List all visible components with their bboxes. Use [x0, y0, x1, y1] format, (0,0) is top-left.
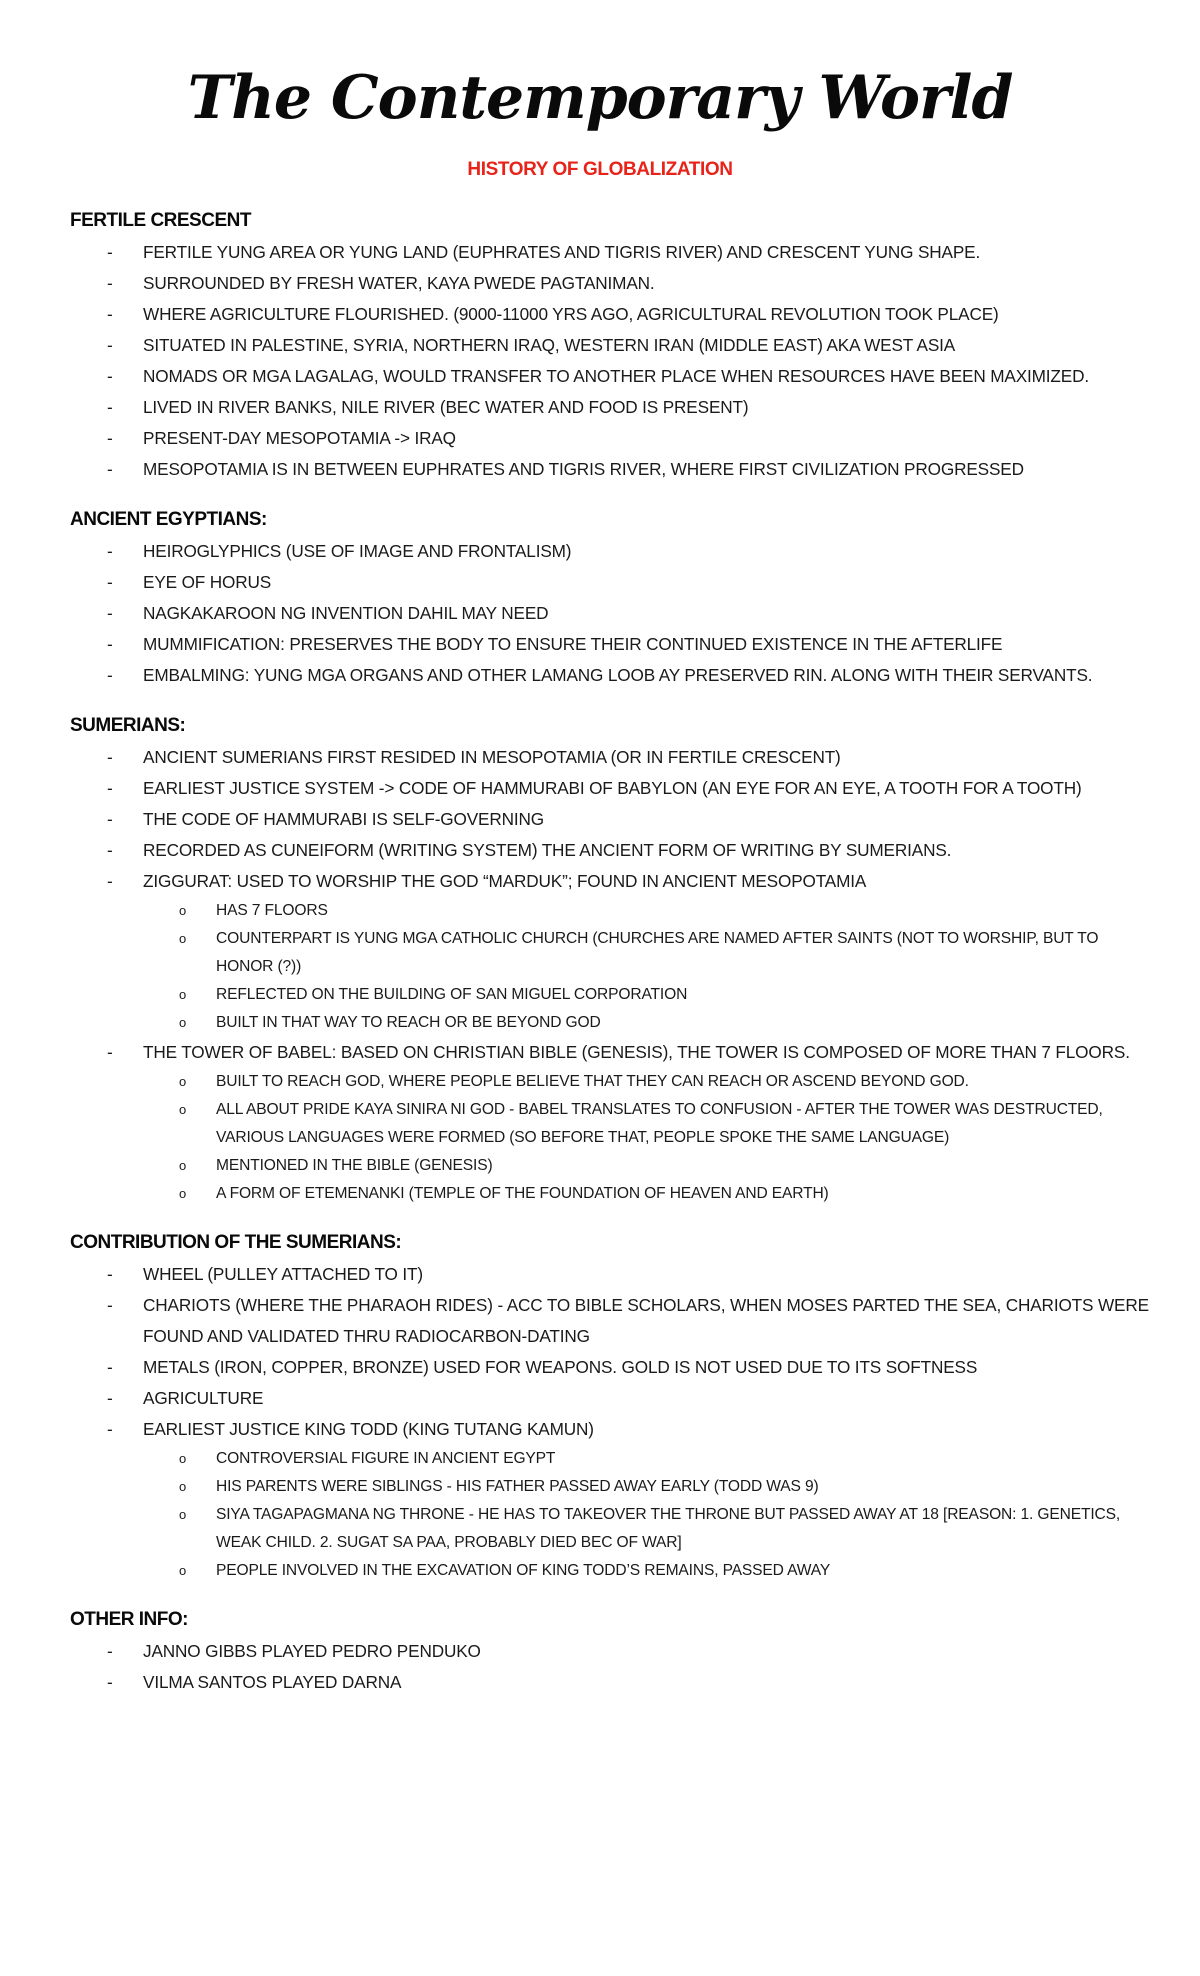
list-item [70, 330, 1150, 361]
sub-list-item-text: BUILT TO REACH GOD, WHERE PEOPLE BELIEVE THAT THEY CAN REACH OR ASCEND BEYOND GOD. [216, 1073, 969, 1090]
list-item-text: METALS (IRON, COPPER, BRONZE) USED FOR WEAPONS. GOLD IS NOT USED DUE TO ITS SOFTNESS [143, 1357, 978, 1377]
list-item-text: MUMMIFICATION: PRESERVES THE BODY TO ENSURE THEIR CONTINUED EXISTENCE IN THE AFTERLIFE [143, 634, 1003, 654]
sub-list-item-text: BUILT IN THAT WAY TO REACH OR BE BEYOND GOD [216, 1014, 601, 1031]
section-ancient-egyptians [70, 505, 1150, 691]
list-item [70, 392, 1150, 423]
list-item [70, 866, 1150, 1037]
list-item [70, 268, 1150, 299]
sub-list-item [143, 1445, 1150, 1473]
sub-list-item-text: SIYA TAGAPAGMANA NG THRONE - HE HAS TO TAKEOVER THE THRONE BUT PASSED AWAY AT 18 [REASON: 1. GENETICS, WEAK CHILD. 2. SUGAT SA PAA, PROBABLY DIED BEC OF WAR] [216, 1506, 1121, 1551]
section-heading: FERTILE CRESCENT [70, 210, 251, 231]
circle-bullet: o [179, 1102, 187, 1117]
list-item [70, 454, 1150, 485]
list-item [70, 1290, 1150, 1352]
list-item-text: AGRICULTURE [143, 1388, 264, 1408]
list-item-text: FERTILE YUNG AREA OR YUNG LAND (EUPHRATES AND TIGRIS RIVER) AND CRESCENT YUNG SHAPE. [143, 242, 981, 262]
list-item-text: NOMADS OR MGA LAGALAG, WOULD TRANSFER TO ANOTHER PLACE WHEN RESOURCES HAVE BEEN MAXIMIZED. [143, 366, 1089, 386]
dash-bullet: - [107, 335, 113, 355]
circle-bullet: o [179, 1479, 187, 1494]
list-item [70, 299, 1150, 330]
sub-list-item [143, 1557, 1150, 1585]
dash-bullet: - [107, 1042, 113, 1062]
sub-bullet-list [143, 1445, 1150, 1585]
bullet-list [70, 237, 1150, 485]
dash-bullet: - [107, 304, 113, 324]
list-item-text: PRESENT-DAY MESOPOTAMIA -> IRAQ [143, 428, 456, 448]
dash-bullet: - [107, 541, 113, 561]
sub-list-item-text: REFLECTED ON THE BUILDING OF SAN MIGUEL CORPORATION [216, 986, 688, 1003]
dash-bullet: - [107, 1295, 113, 1315]
list-item-text: WHEEL (PULLEY ATTACHED TO IT) [143, 1264, 423, 1284]
section-other-info [70, 1605, 1150, 1698]
sub-list-item [143, 1501, 1150, 1557]
dash-bullet: - [107, 459, 113, 479]
section-sumerians [70, 711, 1150, 1208]
dash-bullet: - [107, 634, 113, 654]
sub-list-item-text: ALL ABOUT PRIDE KAYA SINIRA NI GOD - BABEL TRANSLATES TO CONFUSION - AFTER THE TOWER WAS DESTRUCTED, VARIOUS LANGUAGES WERE FORMED (SO BEFORE THAT, PEOPLE SPOKE THE SAME LANGUAGE) [216, 1101, 1103, 1146]
circle-bullet: o [179, 1451, 187, 1466]
page-subtitle: HISTORY OF GLOBALIZATION [467, 159, 733, 180]
section-heading: OTHER INFO: [70, 1609, 188, 1630]
list-item [70, 804, 1150, 835]
list-item-text: WHERE AGRICULTURE FLOURISHED. (9000-11000 YRS AGO, AGRICULTURAL REVOLUTION TOOK PLACE) [143, 304, 999, 324]
list-item [70, 742, 1150, 773]
sub-list-item-text: HIS PARENTS WERE SIBLINGS - HIS FATHER PASSED AWAY EARLY (TODD WAS 9) [216, 1478, 819, 1495]
list-item-text: SITUATED IN PALESTINE, SYRIA, NORTHERN IRAQ, WESTERN IRAN (MIDDLE EAST) AKA WEST ASIA [143, 335, 956, 355]
dash-bullet: - [107, 665, 113, 685]
sub-list-item-text: HAS 7 FLOORS [216, 902, 328, 919]
circle-bullet: o [179, 1563, 187, 1578]
sub-list-item-text: COUNTERPART IS YUNG MGA CATHOLIC CHURCH (CHURCHES ARE NAMED AFTER SAINTS (NOT TO WORSHIP, BUT TO HONOR (?)) [216, 930, 1099, 975]
list-item-text: VILMA SANTOS PLAYED DARNA [143, 1672, 402, 1692]
section-heading: CONTRIBUTION OF THE SUMERIANS: [70, 1232, 402, 1253]
dash-bullet: - [107, 1264, 113, 1284]
list-item-text: EARLIEST JUSTICE KING TODD (KING TUTANG KAMUN) [143, 1419, 594, 1439]
bullet-list [70, 536, 1150, 691]
bullet-list [70, 742, 1150, 1208]
list-item-text: THE TOWER OF BABEL: BASED ON CHRISTIAN BIBLE (GENESIS), THE TOWER IS COMPOSED OF MORE THAN 7 FLOORS. [143, 1042, 1130, 1062]
dash-bullet: - [107, 809, 113, 829]
document-body [70, 206, 1150, 1718]
list-item [70, 1667, 1150, 1698]
page-title: The Contemporary World [187, 63, 1013, 133]
list-item-text: JANNO GIBBS PLAYED PEDRO PENDUKO [143, 1641, 481, 1661]
sub-list-item-text: PEOPLE INVOLVED IN THE EXCAVATION OF KING TODD’S REMAINS, PASSED AWAY [216, 1562, 831, 1579]
list-item-text: RECORDED AS CUNEIFORM (WRITING SYSTEM) THE ANCIENT FORM OF WRITING BY SUMERIANS. [143, 840, 952, 860]
list-item-text: THE CODE OF HAMMURABI IS SELF-GOVERNING [143, 809, 544, 829]
dash-bullet: - [107, 1357, 113, 1377]
dash-bullet: - [107, 1641, 113, 1661]
bullet-list [70, 1259, 1150, 1585]
sub-list-item-text: A FORM OF ETEMENANKI (TEMPLE OF THE FOUNDATION OF HEAVEN AND EARTH) [216, 1185, 829, 1202]
dash-bullet: - [107, 1419, 113, 1439]
sub-list-item [143, 1096, 1150, 1152]
list-item [70, 1352, 1150, 1383]
list-item [70, 1636, 1150, 1667]
list-item [70, 536, 1150, 567]
sub-list-item [143, 897, 1150, 925]
section-heading: SUMERIANS: [70, 715, 186, 736]
list-item [70, 598, 1150, 629]
circle-bullet: o [179, 1507, 187, 1522]
sub-list-item [143, 1152, 1150, 1180]
sub-list-item [143, 981, 1150, 1009]
list-item-text: MESOPOTAMIA IS IN BETWEEN EUPHRATES AND TIGRIS RIVER, WHERE FIRST CIVILIZATION PROGRESSED [143, 459, 1024, 479]
bullet-list [70, 1636, 1150, 1698]
section-contribution-of-sumerians [70, 1228, 1150, 1585]
list-item [70, 1259, 1150, 1290]
circle-bullet: o [179, 931, 187, 946]
sub-bullet-list [143, 897, 1150, 1037]
list-item-text: NAGKAKAROON NG INVENTION DAHIL MAY NEED [143, 603, 549, 623]
sub-list-item [143, 1180, 1150, 1208]
list-item [70, 1414, 1150, 1585]
dash-bullet: - [107, 778, 113, 798]
dash-bullet: - [107, 1388, 113, 1408]
list-item-text: EMBALMING: YUNG MGA ORGANS AND OTHER LAMANG LOOB AY PRESERVED RIN. ALONG WITH THEIR SERVANTS. [143, 665, 1093, 685]
section-fertile-crescent [70, 206, 1150, 485]
list-item-text: CHARIOTS (WHERE THE PHARAOH RIDES) - ACC TO BIBLE SCHOLARS, WHEN MOSES PARTED THE SEA, CHARIOTS WERE FOUND AND VALIDATED THRU RADIOCARBON-DATING [143, 1295, 1149, 1346]
list-item [70, 423, 1150, 454]
sub-list-item [143, 925, 1150, 981]
list-item [70, 361, 1150, 392]
sub-list-item [143, 1068, 1150, 1096]
list-item [70, 629, 1150, 660]
dash-bullet: - [107, 1672, 113, 1692]
list-item [70, 237, 1150, 268]
dash-bullet: - [107, 572, 113, 592]
list-item [70, 1037, 1150, 1208]
sub-list-item [143, 1009, 1150, 1037]
list-item [70, 773, 1150, 804]
dash-bullet: - [107, 603, 113, 623]
circle-bullet: o [179, 1186, 187, 1201]
sub-bullet-list [143, 1068, 1150, 1208]
circle-bullet: o [179, 987, 187, 1002]
list-item [70, 1383, 1150, 1414]
list-item-text: ZIGGURAT: USED TO WORSHIP THE GOD “MARDUK”; FOUND IN ANCIENT MESOPOTAMIA [143, 871, 867, 891]
circle-bullet: o [179, 1015, 187, 1030]
dash-bullet: - [107, 840, 113, 860]
list-item-text: LIVED IN RIVER BANKS, NILE RIVER (BEC WATER AND FOOD IS PRESENT) [143, 397, 749, 417]
sub-list-item-text: MENTIONED IN THE BIBLE (GENESIS) [216, 1157, 493, 1174]
list-item-text: ANCIENT SUMERIANS FIRST RESIDED IN MESOPOTAMIA (OR IN FERTILE CRESCENT) [143, 747, 841, 767]
dash-bullet: - [107, 397, 113, 417]
circle-bullet: o [179, 1074, 187, 1089]
circle-bullet: o [179, 1158, 187, 1173]
list-item-text: HEIROGLYPHICS (USE OF IMAGE AND FRONTALISM) [143, 541, 572, 561]
section-heading: ANCIENT EGYPTIANS: [70, 509, 267, 530]
circle-bullet: o [179, 903, 187, 918]
sub-list-item-text: CONTROVERSIAL FIGURE IN ANCIENT EGYPT [216, 1450, 556, 1467]
dash-bullet: - [107, 747, 113, 767]
list-item-text: EARLIEST JUSTICE SYSTEM -> CODE OF HAMMURABI OF BABYLON (AN EYE FOR AN EYE, A TOOTH FOR A TOOTH) [143, 778, 1082, 798]
dash-bullet: - [107, 273, 113, 293]
dash-bullet: - [107, 366, 113, 386]
dash-bullet: - [107, 871, 113, 891]
list-item [70, 835, 1150, 866]
list-item [70, 660, 1150, 691]
dash-bullet: - [107, 428, 113, 448]
list-item-text: EYE OF HORUS [143, 572, 272, 592]
sub-list-item [143, 1473, 1150, 1501]
dash-bullet: - [107, 242, 113, 262]
list-item [70, 567, 1150, 598]
list-item-text: SURROUNDED BY FRESH WATER, KAYA PWEDE PAGTANIMAN. [143, 273, 655, 293]
